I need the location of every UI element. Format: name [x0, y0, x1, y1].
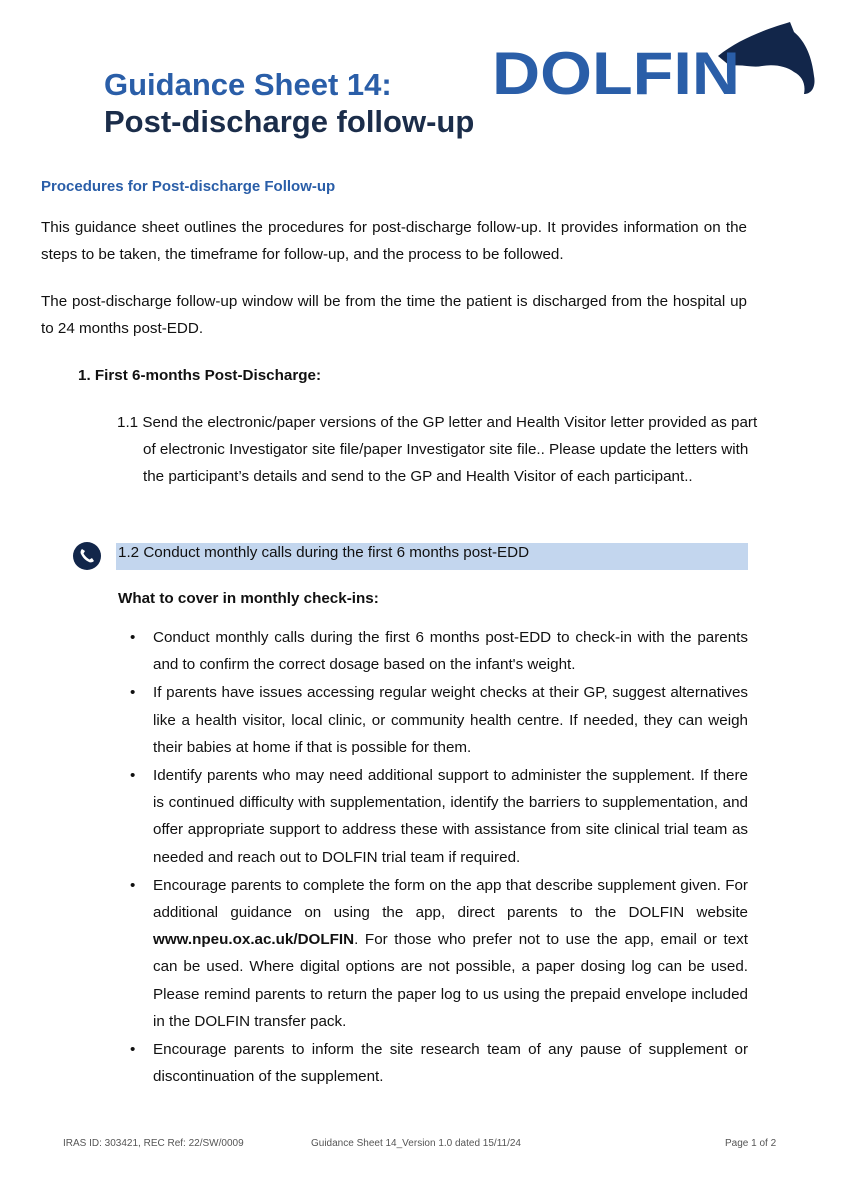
logo-text: DOLFIN — [492, 40, 740, 100]
bullet-marker: • — [130, 684, 136, 702]
page-title — [104, 66, 474, 140]
bullet-text: If parents have issues accessing regular weight checks at their GP, suggest alternatives like a health visitor, local clinic, or community health centre. If needed, they can weigh their babies at home if that is possible for them. — [153, 684, 748, 756]
bullet-marker: • — [130, 767, 136, 785]
footer-ids: IRAS ID: 303421, REC Ref: 22/SW/0009 — [63, 1138, 244, 1149]
checkins-list — [118, 624, 748, 1091]
highlight-bar — [116, 543, 748, 570]
bullet-marker: • — [130, 1041, 136, 1059]
bullet-text: Identify parents who may need additional support to administer the supplement. If there is continued difficulty with supplementation, identify the barriers to supplementation, and offer appropriate support to address these with assistance from site clinical trial team as needed and reach out to DOLFIN trial team if required. — [153, 767, 748, 866]
bullet-marker: • — [130, 629, 136, 646]
list-item — [118, 679, 748, 761]
bullet-text: Conduct monthly calls during the first 6 months post-EDD to check-in with the parents and to confirm the correct dosage based on the infant's weight. — [153, 629, 748, 674]
checkins-heading: What to cover in monthly check-ins: — [118, 590, 379, 607]
list-item — [118, 624, 748, 678]
bullet-text: Encourage parents to inform the site research team of any pause of supplement or discontinuation of the supplement. — [153, 1041, 748, 1086]
list-item — [118, 762, 748, 871]
dolfin-website-link[interactable]: www.npeu.ox.ac.uk/DOLFIN — [153, 931, 355, 949]
dolfin-logo — [490, 18, 820, 100]
phone-icon — [72, 541, 102, 571]
item-1-2: 1.2 Conduct monthly calls during the first 6 months post-EDD — [118, 544, 530, 561]
section-heading: Procedures for Post-discharge Follow-up — [41, 178, 336, 195]
bullet-text-after-link: . For those who prefer not to use the app, email or text can be used. Where digital options are not possible, a paper dosing log can be used. Please remind parents to return the paper log to us using the prepaid envelope included in the DOLFIN transfer pack. — [153, 931, 748, 1030]
footer-version: Guidance Sheet 14_Version 1.0 dated 15/11/24 — [311, 1138, 521, 1149]
bullet-marker: • — [130, 876, 136, 894]
window-paragraph: The post-discharge follow-up window will be from the time the patient is discharged from the hospital up to 24 months post-EDD. — [41, 293, 747, 337]
title-line-1: Guidance Sheet 14: — [104, 67, 392, 102]
bullet-text-before-link: Encourage parents to complete the form on the app that describe supplement given. For additional guidance on using the app, direct parents to the DOLFIN website — [153, 876, 748, 922]
list-item — [118, 1036, 748, 1090]
intro-paragraph: This guidance sheet outlines the procedures for post-discharge follow-up. It provides information on the steps to be taken, the timeframe for follow-up, and the process to be followed. — [41, 219, 747, 263]
list-heading: 1. First 6-months Post-Discharge: — [78, 367, 322, 384]
item-1-1: 1.1 Send the electronic/paper versions of the GP letter and Health Visitor letter provided as part of electronic Investigator site file/paper Investigator site file.. Please update the letters with the participant’s details and send to the GP and Health Visitor of each participant.. — [117, 414, 758, 485]
footer-page: Page 1 of 2 — [725, 1138, 777, 1149]
list-item — [118, 872, 748, 1035]
title-line-2: Post-discharge follow-up — [104, 104, 475, 139]
